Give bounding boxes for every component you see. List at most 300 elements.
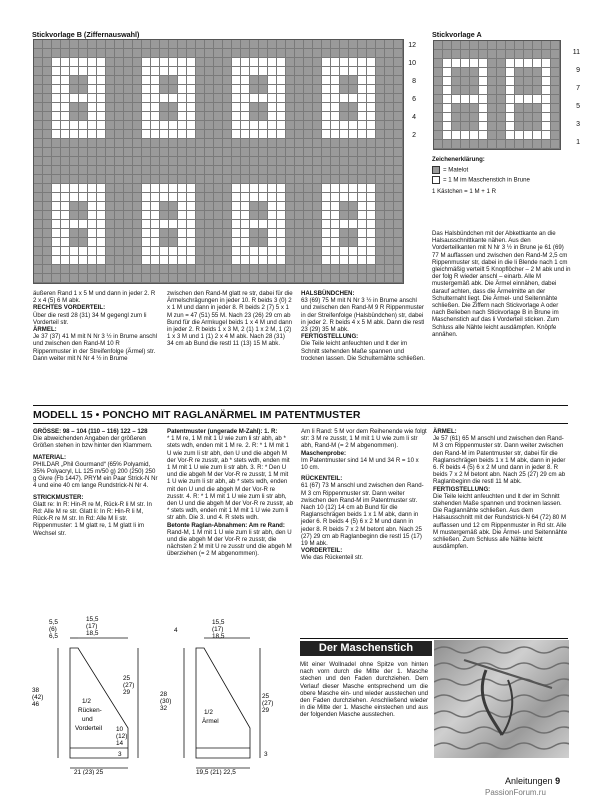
chart-cell bbox=[322, 229, 331, 238]
chart-cell bbox=[376, 265, 385, 274]
chart-cell bbox=[497, 59, 506, 68]
chart-cell bbox=[385, 76, 394, 85]
chart-cell bbox=[178, 184, 187, 193]
chart-cell bbox=[232, 220, 241, 229]
chart-cell bbox=[169, 112, 178, 121]
chart-cell bbox=[358, 175, 367, 184]
chart-cell bbox=[340, 139, 349, 148]
chart-cell bbox=[61, 193, 70, 202]
chart-cell bbox=[349, 220, 358, 229]
chart-cell bbox=[160, 166, 169, 175]
chart-cell bbox=[43, 193, 52, 202]
chart-cell bbox=[259, 130, 268, 139]
chart-cell bbox=[340, 67, 349, 76]
chart-cell bbox=[331, 247, 340, 256]
chart-cell bbox=[187, 193, 196, 202]
chart-cell bbox=[61, 121, 70, 130]
chart-cell bbox=[70, 40, 79, 49]
chart-cell bbox=[376, 76, 385, 85]
chart-cell bbox=[97, 247, 106, 256]
chart-cell bbox=[79, 112, 88, 121]
chart-cell bbox=[34, 220, 43, 229]
chart-cell bbox=[52, 85, 61, 94]
chart-cell bbox=[133, 58, 142, 67]
chart-cell bbox=[34, 202, 43, 211]
chart-cell bbox=[542, 86, 551, 95]
chart-cell bbox=[542, 59, 551, 68]
chart-cell bbox=[160, 265, 169, 274]
chart-cell bbox=[349, 175, 358, 184]
chart-cell bbox=[70, 76, 79, 85]
chart-cell bbox=[286, 40, 295, 49]
chart-cell bbox=[259, 58, 268, 67]
chart-cell bbox=[151, 67, 160, 76]
chart-cell bbox=[434, 113, 443, 122]
chart-cell bbox=[142, 220, 151, 229]
chart-cell bbox=[313, 94, 322, 103]
chart-cell bbox=[115, 85, 124, 94]
text-block: Die Teile leicht anfeuchten und lt der im Schnitt stehenden Maße spannen und trocknen lassen. Die Raglannähte schließen. Aus dem Halsausschnitt mit der Rundstrick-N 64 (72) 80 M auffassen und 12 cm Rippenmuster in Rd str. Alle M mustergemäß abk. Die Ärmel- und Seitennähte schließen. Zum Schluss alle Nähte leicht ausdämpfen. bbox=[433, 492, 568, 551]
chart-cell bbox=[304, 121, 313, 130]
chart-cell bbox=[43, 85, 52, 94]
chart-cell bbox=[340, 274, 349, 283]
chart-cell bbox=[115, 220, 124, 229]
dim-bottom: 19,5 (21) 22,5 bbox=[196, 769, 236, 775]
chart-cell bbox=[79, 229, 88, 238]
chart-cell bbox=[133, 193, 142, 202]
chart-cell bbox=[452, 50, 461, 59]
chart-cell bbox=[97, 148, 106, 157]
chart-cell bbox=[70, 274, 79, 283]
chart-cell bbox=[259, 112, 268, 121]
chart-cell bbox=[304, 76, 313, 85]
chart-cell bbox=[515, 77, 524, 86]
chart-cell bbox=[232, 265, 241, 274]
chart-cell bbox=[434, 104, 443, 113]
chart-cell bbox=[88, 139, 97, 148]
chart-cell bbox=[52, 130, 61, 139]
chart-cell bbox=[542, 50, 551, 59]
chart-cell bbox=[61, 139, 70, 148]
chart-cell bbox=[187, 49, 196, 58]
text-block: * 1 M re, 1 M mit 1 U wie zum li str abh, ab * stets wdh, enden mit 1 M re. 2. R: * 1 M mit 1 U wie zum li str abh, den U und die abgeh M der Vor-R re zusstr, ab * stets wdh, enden mit 1 M mit 1 U wie zum li str abh. 3. R: * Den U und die abgeh M der Vor-R re zusstr, 1 M mit 1 U wie zum li str abh, ab * stets wdh, enden mit den U und die abgeh M der Vor-R re zusstr. 4. R: * 1 M mit 1 U wie zum li str abh, den U und die abgeh M der Vor-R re zusstr, ab * stets wdh, enden mit 1 M mit 1 U wie zum li str abh. Die 3. und 4. R stets wdh. bbox=[167, 435, 294, 522]
chart-cell bbox=[187, 238, 196, 247]
chart-cell bbox=[214, 112, 223, 121]
chart-cell bbox=[178, 157, 187, 166]
chart-cell bbox=[79, 103, 88, 112]
chart-cell bbox=[106, 130, 115, 139]
chart-cell bbox=[169, 67, 178, 76]
chart-cell bbox=[286, 148, 295, 157]
chart-cell bbox=[151, 103, 160, 112]
chart-a-title: Stickvorlage A bbox=[432, 30, 482, 39]
chart-cell bbox=[151, 58, 160, 67]
chart-cell bbox=[196, 130, 205, 139]
dim-top-2: (6) bbox=[49, 626, 57, 633]
chart-cell bbox=[515, 86, 524, 95]
chart-cell bbox=[358, 130, 367, 139]
chart-cell bbox=[88, 211, 97, 220]
chart-cell bbox=[376, 238, 385, 247]
chart-cell bbox=[452, 41, 461, 50]
chart-cell bbox=[524, 59, 533, 68]
chart-cell bbox=[133, 238, 142, 247]
chart-cell bbox=[313, 121, 322, 130]
chart-cell bbox=[79, 220, 88, 229]
chart-cell bbox=[214, 103, 223, 112]
chart-cell bbox=[142, 184, 151, 193]
chart-cell bbox=[394, 238, 403, 247]
chart-cell bbox=[196, 193, 205, 202]
chart-cell bbox=[79, 265, 88, 274]
chart-cell bbox=[551, 77, 560, 86]
chart-cell bbox=[241, 112, 250, 121]
chart-cell bbox=[241, 85, 250, 94]
chart-cell bbox=[385, 67, 394, 76]
legend-item-1: = Matelot bbox=[443, 166, 469, 174]
chart-cell bbox=[259, 67, 268, 76]
chart-cell bbox=[277, 211, 286, 220]
chart-cell bbox=[443, 113, 452, 122]
chart-cell bbox=[241, 202, 250, 211]
chart-b-title: Stickvorlage B (Ziffernauswahl) bbox=[32, 30, 140, 39]
chart-cell bbox=[443, 131, 452, 140]
chart-cell bbox=[70, 184, 79, 193]
chart-cell bbox=[443, 50, 452, 59]
chart-cell bbox=[115, 202, 124, 211]
chart-cell bbox=[322, 247, 331, 256]
chart-cell bbox=[169, 58, 178, 67]
chart-cell bbox=[196, 211, 205, 220]
chart-cell bbox=[304, 211, 313, 220]
chart-cell bbox=[322, 112, 331, 121]
chart-cell bbox=[223, 202, 232, 211]
chart-cell bbox=[88, 67, 97, 76]
chart-cell bbox=[88, 274, 97, 283]
chart-cell bbox=[542, 131, 551, 140]
chart-cell bbox=[551, 140, 560, 149]
chart-cell bbox=[196, 76, 205, 85]
chart-cell bbox=[250, 49, 259, 58]
chart-cell bbox=[34, 175, 43, 184]
chart-cell bbox=[151, 238, 160, 247]
chart-cell bbox=[223, 184, 232, 193]
chart-cell bbox=[187, 67, 196, 76]
chart-cell bbox=[452, 59, 461, 68]
chart-cell bbox=[34, 265, 43, 274]
chart-cell bbox=[160, 238, 169, 247]
chart-cell bbox=[241, 265, 250, 274]
chart-cell bbox=[443, 104, 452, 113]
chart-cell bbox=[106, 103, 115, 112]
chart-cell bbox=[160, 229, 169, 238]
chart-cell bbox=[97, 58, 106, 67]
chart-cell bbox=[169, 229, 178, 238]
chart-cell bbox=[241, 220, 250, 229]
chart-cell bbox=[295, 202, 304, 211]
chart-cell bbox=[286, 166, 295, 175]
chart-cell bbox=[376, 220, 385, 229]
chart-cell bbox=[304, 256, 313, 265]
chart-cell bbox=[241, 40, 250, 49]
chart-cell bbox=[515, 104, 524, 113]
chart-cell bbox=[250, 256, 259, 265]
dim-top-4: 15,5 bbox=[86, 616, 99, 623]
chart-cell bbox=[358, 94, 367, 103]
chart-cell bbox=[61, 40, 70, 49]
chart-cell bbox=[286, 229, 295, 238]
chart-cell bbox=[277, 220, 286, 229]
chart-cell bbox=[88, 166, 97, 175]
footer-section: Anleitungen bbox=[505, 776, 553, 786]
chart-cell bbox=[515, 41, 524, 50]
chart-cell bbox=[61, 256, 70, 265]
chart-cell bbox=[461, 122, 470, 131]
chart-cell bbox=[286, 184, 295, 193]
chart-cell bbox=[205, 247, 214, 256]
chart-cell bbox=[259, 148, 268, 157]
chart-cell bbox=[488, 59, 497, 68]
chart-cell bbox=[223, 175, 232, 184]
chart-cell bbox=[376, 148, 385, 157]
chart-cell bbox=[340, 238, 349, 247]
chart-cell bbox=[205, 193, 214, 202]
chart-cell bbox=[349, 202, 358, 211]
chart-cell bbox=[551, 131, 560, 140]
chart-cell bbox=[70, 112, 79, 121]
chart-cell bbox=[79, 121, 88, 130]
chart-cell bbox=[214, 148, 223, 157]
chart-cell bbox=[506, 68, 515, 77]
chart-cell bbox=[187, 247, 196, 256]
instructions-lower-col-4 bbox=[433, 428, 568, 550]
chart-cell bbox=[61, 211, 70, 220]
chart-cell bbox=[349, 265, 358, 274]
chart-cell bbox=[187, 256, 196, 265]
chart-cell bbox=[187, 58, 196, 67]
chart-cell bbox=[286, 121, 295, 130]
chart-cell bbox=[385, 157, 394, 166]
chart-cell bbox=[178, 175, 187, 184]
chart-cell bbox=[394, 40, 403, 49]
chart-cell bbox=[52, 148, 61, 157]
chart-cell bbox=[160, 202, 169, 211]
chart-cell bbox=[340, 49, 349, 58]
chart-cell bbox=[331, 166, 340, 175]
chart-cell bbox=[313, 67, 322, 76]
chart-cell bbox=[376, 40, 385, 49]
text-block: Am li Rand: 5 M vor dem Reihenende wie folgt str: 3 M re zusstr, 1 M mit 1 U wie zum li str abh, Rand-M (= 2 M abgenommen). bbox=[301, 428, 427, 450]
chart-cell bbox=[394, 112, 403, 121]
chart-cell bbox=[551, 68, 560, 77]
chart-cell bbox=[331, 184, 340, 193]
chart-cell bbox=[533, 68, 542, 77]
chart-cell bbox=[97, 67, 106, 76]
chart-cell bbox=[88, 58, 97, 67]
chart-cell bbox=[367, 94, 376, 103]
chart-cell bbox=[214, 247, 223, 256]
chart-cell bbox=[385, 202, 394, 211]
chart-cell bbox=[313, 130, 322, 139]
chart-cell bbox=[268, 49, 277, 58]
chart-cell bbox=[106, 220, 115, 229]
chart-cell bbox=[133, 130, 142, 139]
chart-cell bbox=[124, 49, 133, 58]
section-underline bbox=[33, 423, 568, 424]
chart-cell bbox=[142, 247, 151, 256]
chart-cell bbox=[151, 229, 160, 238]
chart-cell bbox=[79, 184, 88, 193]
chart-cell bbox=[340, 211, 349, 220]
chart-cell bbox=[331, 202, 340, 211]
chart-cell bbox=[232, 49, 241, 58]
chart-cell bbox=[358, 202, 367, 211]
chart-cell bbox=[313, 274, 322, 283]
chart-cell bbox=[331, 112, 340, 121]
chart-cell bbox=[506, 131, 515, 140]
chart-cell bbox=[115, 139, 124, 148]
chart-cell bbox=[295, 247, 304, 256]
chart-cell bbox=[349, 58, 358, 67]
chart-cell bbox=[205, 130, 214, 139]
chart-cell bbox=[232, 211, 241, 220]
chart-cell bbox=[232, 274, 241, 283]
chart-cell bbox=[223, 130, 232, 139]
chart-cell bbox=[133, 175, 142, 184]
chart-cell bbox=[295, 148, 304, 157]
chart-cell bbox=[115, 238, 124, 247]
chart-cell bbox=[277, 67, 286, 76]
chart-cell bbox=[232, 193, 241, 202]
chart-cell bbox=[160, 94, 169, 103]
chart-cell bbox=[124, 148, 133, 157]
chart-cell bbox=[223, 67, 232, 76]
chart-cell bbox=[376, 112, 385, 121]
chart-cell bbox=[205, 121, 214, 130]
chart-cell bbox=[223, 211, 232, 220]
chart-cell bbox=[452, 95, 461, 104]
chart-cell bbox=[232, 229, 241, 238]
heading: GRÖSSE: 98 – 104 (110 – 116) 122 – 128 bbox=[33, 428, 148, 435]
chart-cell bbox=[241, 67, 250, 76]
chart-cell bbox=[385, 238, 394, 247]
chart-cell bbox=[178, 49, 187, 58]
chart-cell bbox=[322, 103, 331, 112]
chart-cell bbox=[124, 121, 133, 130]
chart-cell bbox=[106, 229, 115, 238]
chart-cell bbox=[259, 184, 268, 193]
chart-cell bbox=[169, 157, 178, 166]
chart-cell bbox=[286, 247, 295, 256]
chart-cell bbox=[214, 193, 223, 202]
chart-cell bbox=[205, 256, 214, 265]
heading: MATERIAL: bbox=[33, 453, 67, 461]
chart-cell bbox=[268, 247, 277, 256]
chart-cell bbox=[106, 40, 115, 49]
chart-cell bbox=[452, 68, 461, 77]
chart-cell bbox=[196, 202, 205, 211]
chart-cell bbox=[304, 58, 313, 67]
chart-cell bbox=[43, 229, 52, 238]
chart-cell bbox=[187, 121, 196, 130]
chart-cell bbox=[286, 103, 295, 112]
chart-cell bbox=[367, 121, 376, 130]
chart-cell bbox=[367, 130, 376, 139]
chart-cell bbox=[259, 265, 268, 274]
chart-cell bbox=[340, 103, 349, 112]
text-block: 63 (69) 75 M mit N Nr 3 ½ in Brume anschl und zwischen den Rand-M 9 R Rippenmuster in der Streifenfolge (Halsbündchen) str, dabei in jeder 2. R beids 4 x 5 M abk. Dann die restl 23 (29) 35 M abk. bbox=[301, 297, 425, 334]
chart-cell bbox=[133, 67, 142, 76]
chart-cell bbox=[79, 157, 88, 166]
chart-cell bbox=[295, 265, 304, 274]
chart-cell bbox=[340, 130, 349, 139]
chart-cell bbox=[394, 49, 403, 58]
chart-cell bbox=[358, 256, 367, 265]
chart-cell bbox=[277, 85, 286, 94]
chart-cell bbox=[205, 103, 214, 112]
chart-cell bbox=[43, 175, 52, 184]
chart-cell bbox=[151, 274, 160, 283]
chart-cell bbox=[196, 184, 205, 193]
chart-cell bbox=[115, 247, 124, 256]
chart-cell bbox=[79, 274, 88, 283]
chart-cell bbox=[295, 130, 304, 139]
heading: FERTIGSTELLUNG: bbox=[433, 485, 491, 493]
chart-cell bbox=[142, 76, 151, 85]
chart-cell bbox=[223, 85, 232, 94]
chart-cell bbox=[142, 49, 151, 58]
chart-cell bbox=[178, 220, 187, 229]
section-title: MODELL 15 • PONCHO MIT RAGLANÄRMEL IM PATENTMUSTER bbox=[33, 409, 361, 421]
chart-cell bbox=[43, 220, 52, 229]
chart-cell bbox=[358, 157, 367, 166]
chart-cell bbox=[358, 274, 367, 283]
chart-cell bbox=[250, 229, 259, 238]
chart-cell bbox=[277, 256, 286, 265]
chart-cell bbox=[88, 184, 97, 193]
chart-cell bbox=[358, 247, 367, 256]
chart-cell bbox=[124, 202, 133, 211]
chart-cell bbox=[106, 121, 115, 130]
chart-cell bbox=[34, 229, 43, 238]
chart-cell bbox=[385, 112, 394, 121]
chart-cell bbox=[497, 113, 506, 122]
chart-cell bbox=[322, 265, 331, 274]
chart-cell bbox=[470, 68, 479, 77]
chart-cell bbox=[488, 50, 497, 59]
chart-cell bbox=[376, 130, 385, 139]
chart-cell bbox=[223, 103, 232, 112]
chart-cell bbox=[304, 247, 313, 256]
chart-cell bbox=[160, 103, 169, 112]
chart-cell bbox=[232, 67, 241, 76]
heading: STRICKMUSTER: bbox=[33, 493, 84, 501]
chart-cell bbox=[97, 184, 106, 193]
chart-cell bbox=[223, 247, 232, 256]
row-number: 11 bbox=[572, 49, 580, 56]
chart-cell bbox=[34, 247, 43, 256]
chart-cell bbox=[515, 140, 524, 149]
chart-cell bbox=[169, 121, 178, 130]
chart-cell bbox=[106, 193, 115, 202]
chart-cell bbox=[331, 229, 340, 238]
chart-cell bbox=[394, 229, 403, 238]
chart-cell bbox=[250, 58, 259, 67]
chart-cell bbox=[214, 157, 223, 166]
chart-cell bbox=[142, 103, 151, 112]
chart-cell bbox=[295, 211, 304, 220]
chart-cell bbox=[295, 193, 304, 202]
